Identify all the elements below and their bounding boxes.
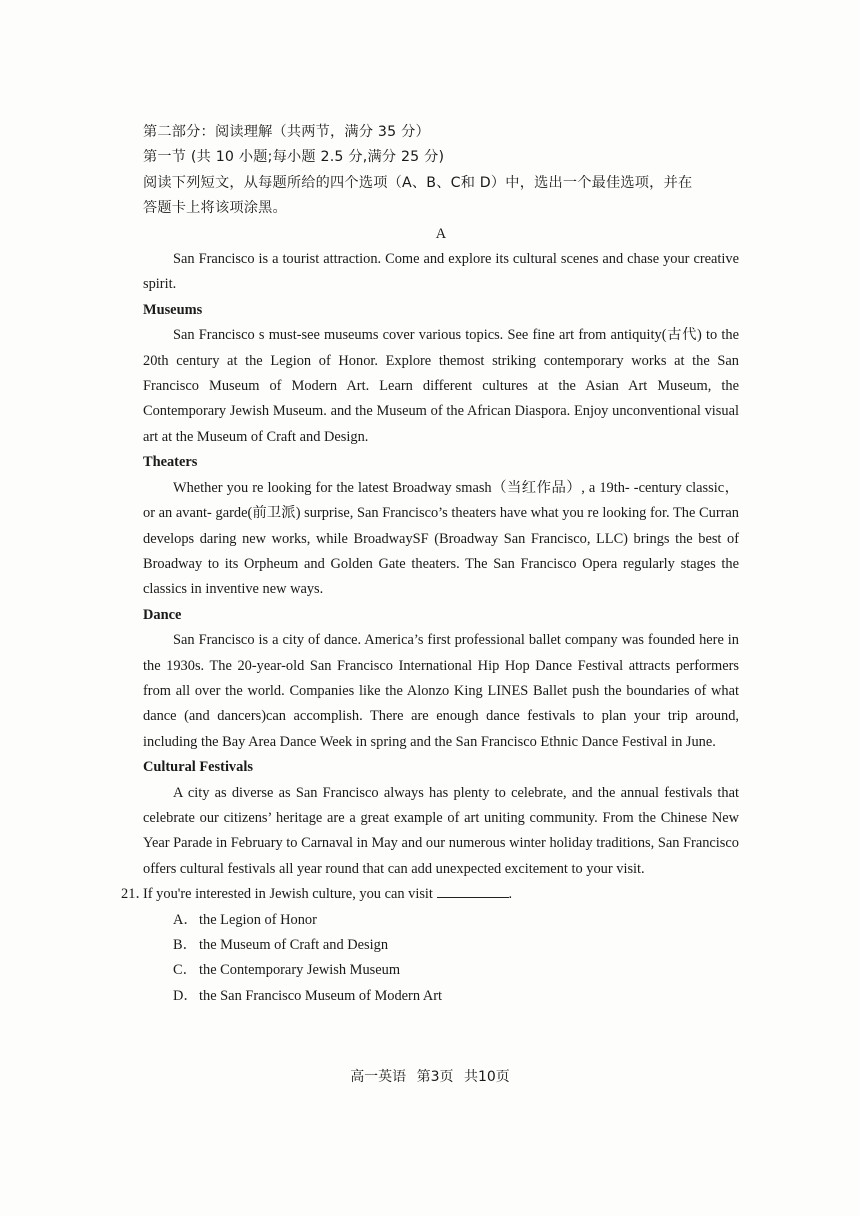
option-text: the San Francisco Museum of Modern Art: [199, 987, 443, 1004]
section-heading-theaters: Theaters: [143, 454, 198, 471]
section-title: 第一节 (共 10 小题;每小题 2.5 分,满分 25 分): [143, 149, 445, 166]
question-number: 21．: [121, 886, 150, 903]
question-end: .: [508, 886, 513, 903]
section-heading-dance: Dance: [143, 606, 182, 623]
instructions-line-2: 答题卡上将该项涂黑。: [143, 200, 287, 217]
section-text-theaters: Whether you re looking for the latest Broadway smash（当红作品）, a 19th- -century classic， or an avant- garde(前卫派) surprise, San Francisco’s theaters have what you re looking for. The Curran develops daring new works, while BroadwaySF (Broadway San Francisco, LLC) brings the best of Broadway to its Orpheum and Golden Gate theaters. The San Francisco Opera regularly stages the classics in inventive new ways.: [143, 479, 739, 598]
option-label: A．: [173, 911, 198, 928]
section-heading-museums: Museums: [143, 301, 203, 318]
answer-options: [173, 908, 739, 1010]
option-text: the Contemporary Jewish Museum: [199, 962, 401, 979]
passage-label: A: [435, 225, 447, 242]
option-a: [173, 908, 739, 933]
page-footer: 高一英语 第3页 共10页: [350, 1069, 510, 1085]
instructions-line-1: 阅读下列短文，从每题所给的四个选项（A、B、C和 D）中，选出一个最佳选项，并在: [143, 174, 693, 191]
part-title: 第二部分：阅读理解（共两节，满分 35 分）: [143, 124, 430, 140]
option-text: the Legion of Honor: [199, 911, 317, 928]
question-stem: If you're interested in Jewish culture, you can visit: [143, 886, 433, 903]
page-content: [121, 120, 739, 1009]
section-heading-cultural-festivals: Cultural Festivals: [143, 759, 253, 776]
passage-intro: San Francisco is a tourist attraction. Come and explore its cultural scenes and chase your creative spirit.: [143, 251, 739, 293]
option-c: [173, 958, 739, 983]
section-text-cultural-festivals: A city as diverse as San Francisco always has plenty to celebrate, and the annual festivals that celebrate our citizens’ heritage are a great example of art uniting community. From the Chinese New Year Parade in February to Carnaval in May and our numerous winter holiday traditions, San Francisco offers cultural festivals all year round that can add unexpected excitement to your visit.: [143, 784, 739, 877]
option-label: D．: [173, 987, 198, 1004]
question-21: [121, 882, 739, 907]
option-d: [173, 984, 739, 1009]
answer-blank: [437, 883, 509, 898]
option-b: [173, 933, 739, 958]
option-text: the Museum of Craft and Design: [199, 937, 389, 953]
option-label: B．: [173, 937, 197, 953]
section-text-museums: San Francisco s must-see museums cover various topics. See fine art from antiquity(古代) to the 20th century at the Legion of Honor. Explore themost striking contemporary works at the San Francisco Museum of Modern Art. Learn different cultures at the Asian Art Museum, the Contemporary Jewish Museum. and the Museum of the African Diaspora. Enjoy unconventional visual art at the Museum of Craft and Design.: [143, 327, 739, 445]
option-label: C．: [173, 962, 197, 979]
section-text-dance: San Francisco is a city of dance. America’s first professional ballet company was founded here in the 1930s. The 20-year-old San Francisco International Hip Hop Dance Festival attracts performers from all over the world. Companies like the Alonzo King LINES Ballet push the boundaries of what dance (and dancers)can accomplish. There are enough dance festivals to plan your trip around, including the Bay Area Dance Week in spring and the San Francisco Ethnic Dance Festival in June.: [143, 632, 739, 750]
